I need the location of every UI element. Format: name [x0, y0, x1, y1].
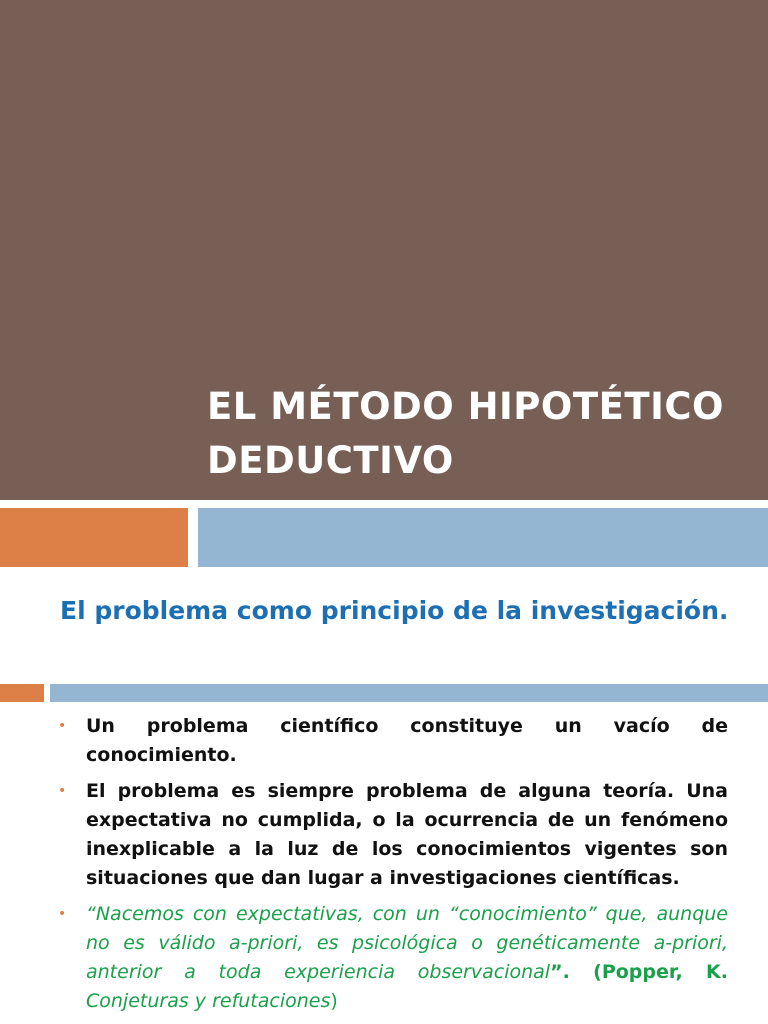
- quote-close-mark: ”. (: [550, 961, 602, 983]
- divider-bar-orange: [0, 684, 44, 702]
- accent-bar-blue: [198, 508, 768, 567]
- bullet-text: Un problema científico constituye un vacío de conocimiento.: [86, 715, 728, 766]
- list-item: [58, 777, 728, 893]
- accent-bar-orange: [0, 508, 188, 567]
- quote-text: Nacemos con expectativas, con un “conocimiento” que, aunque no es válido a-priori, es psicológica o genéticamente a-priori, anterior a toda experiencia observacional: [86, 903, 728, 983]
- bullet-icon: •: [58, 718, 67, 734]
- list-item-quote: [58, 900, 728, 1016]
- quote-author: Popper, K.: [601, 961, 728, 983]
- list-item: [58, 712, 728, 770]
- bullet-icon: •: [58, 783, 67, 799]
- slide-subtitle: El problema como principio de la investigación.: [60, 596, 729, 625]
- quote-open-mark: “: [86, 903, 96, 925]
- bullet-list: [58, 712, 728, 1023]
- title-band: [0, 0, 768, 500]
- divider-bar-blue: [50, 684, 768, 702]
- quote-book: Conjeturas y refutaciones: [86, 990, 331, 1012]
- quote-closing: ): [330, 990, 338, 1012]
- bullet-icon: •: [58, 906, 67, 922]
- slide-title: EL MÉTODO HIPOTÉTICO DEDUCTIVO: [207, 385, 724, 482]
- bullet-text: El problema es siempre problema de alguna teoría. Una expectativa no cumplida, o la ocurrencia de un fenómeno inexplicable a la luz de los conocimientos vigentes son situaciones que dan lugar a investigaciones científicas.: [86, 780, 728, 889]
